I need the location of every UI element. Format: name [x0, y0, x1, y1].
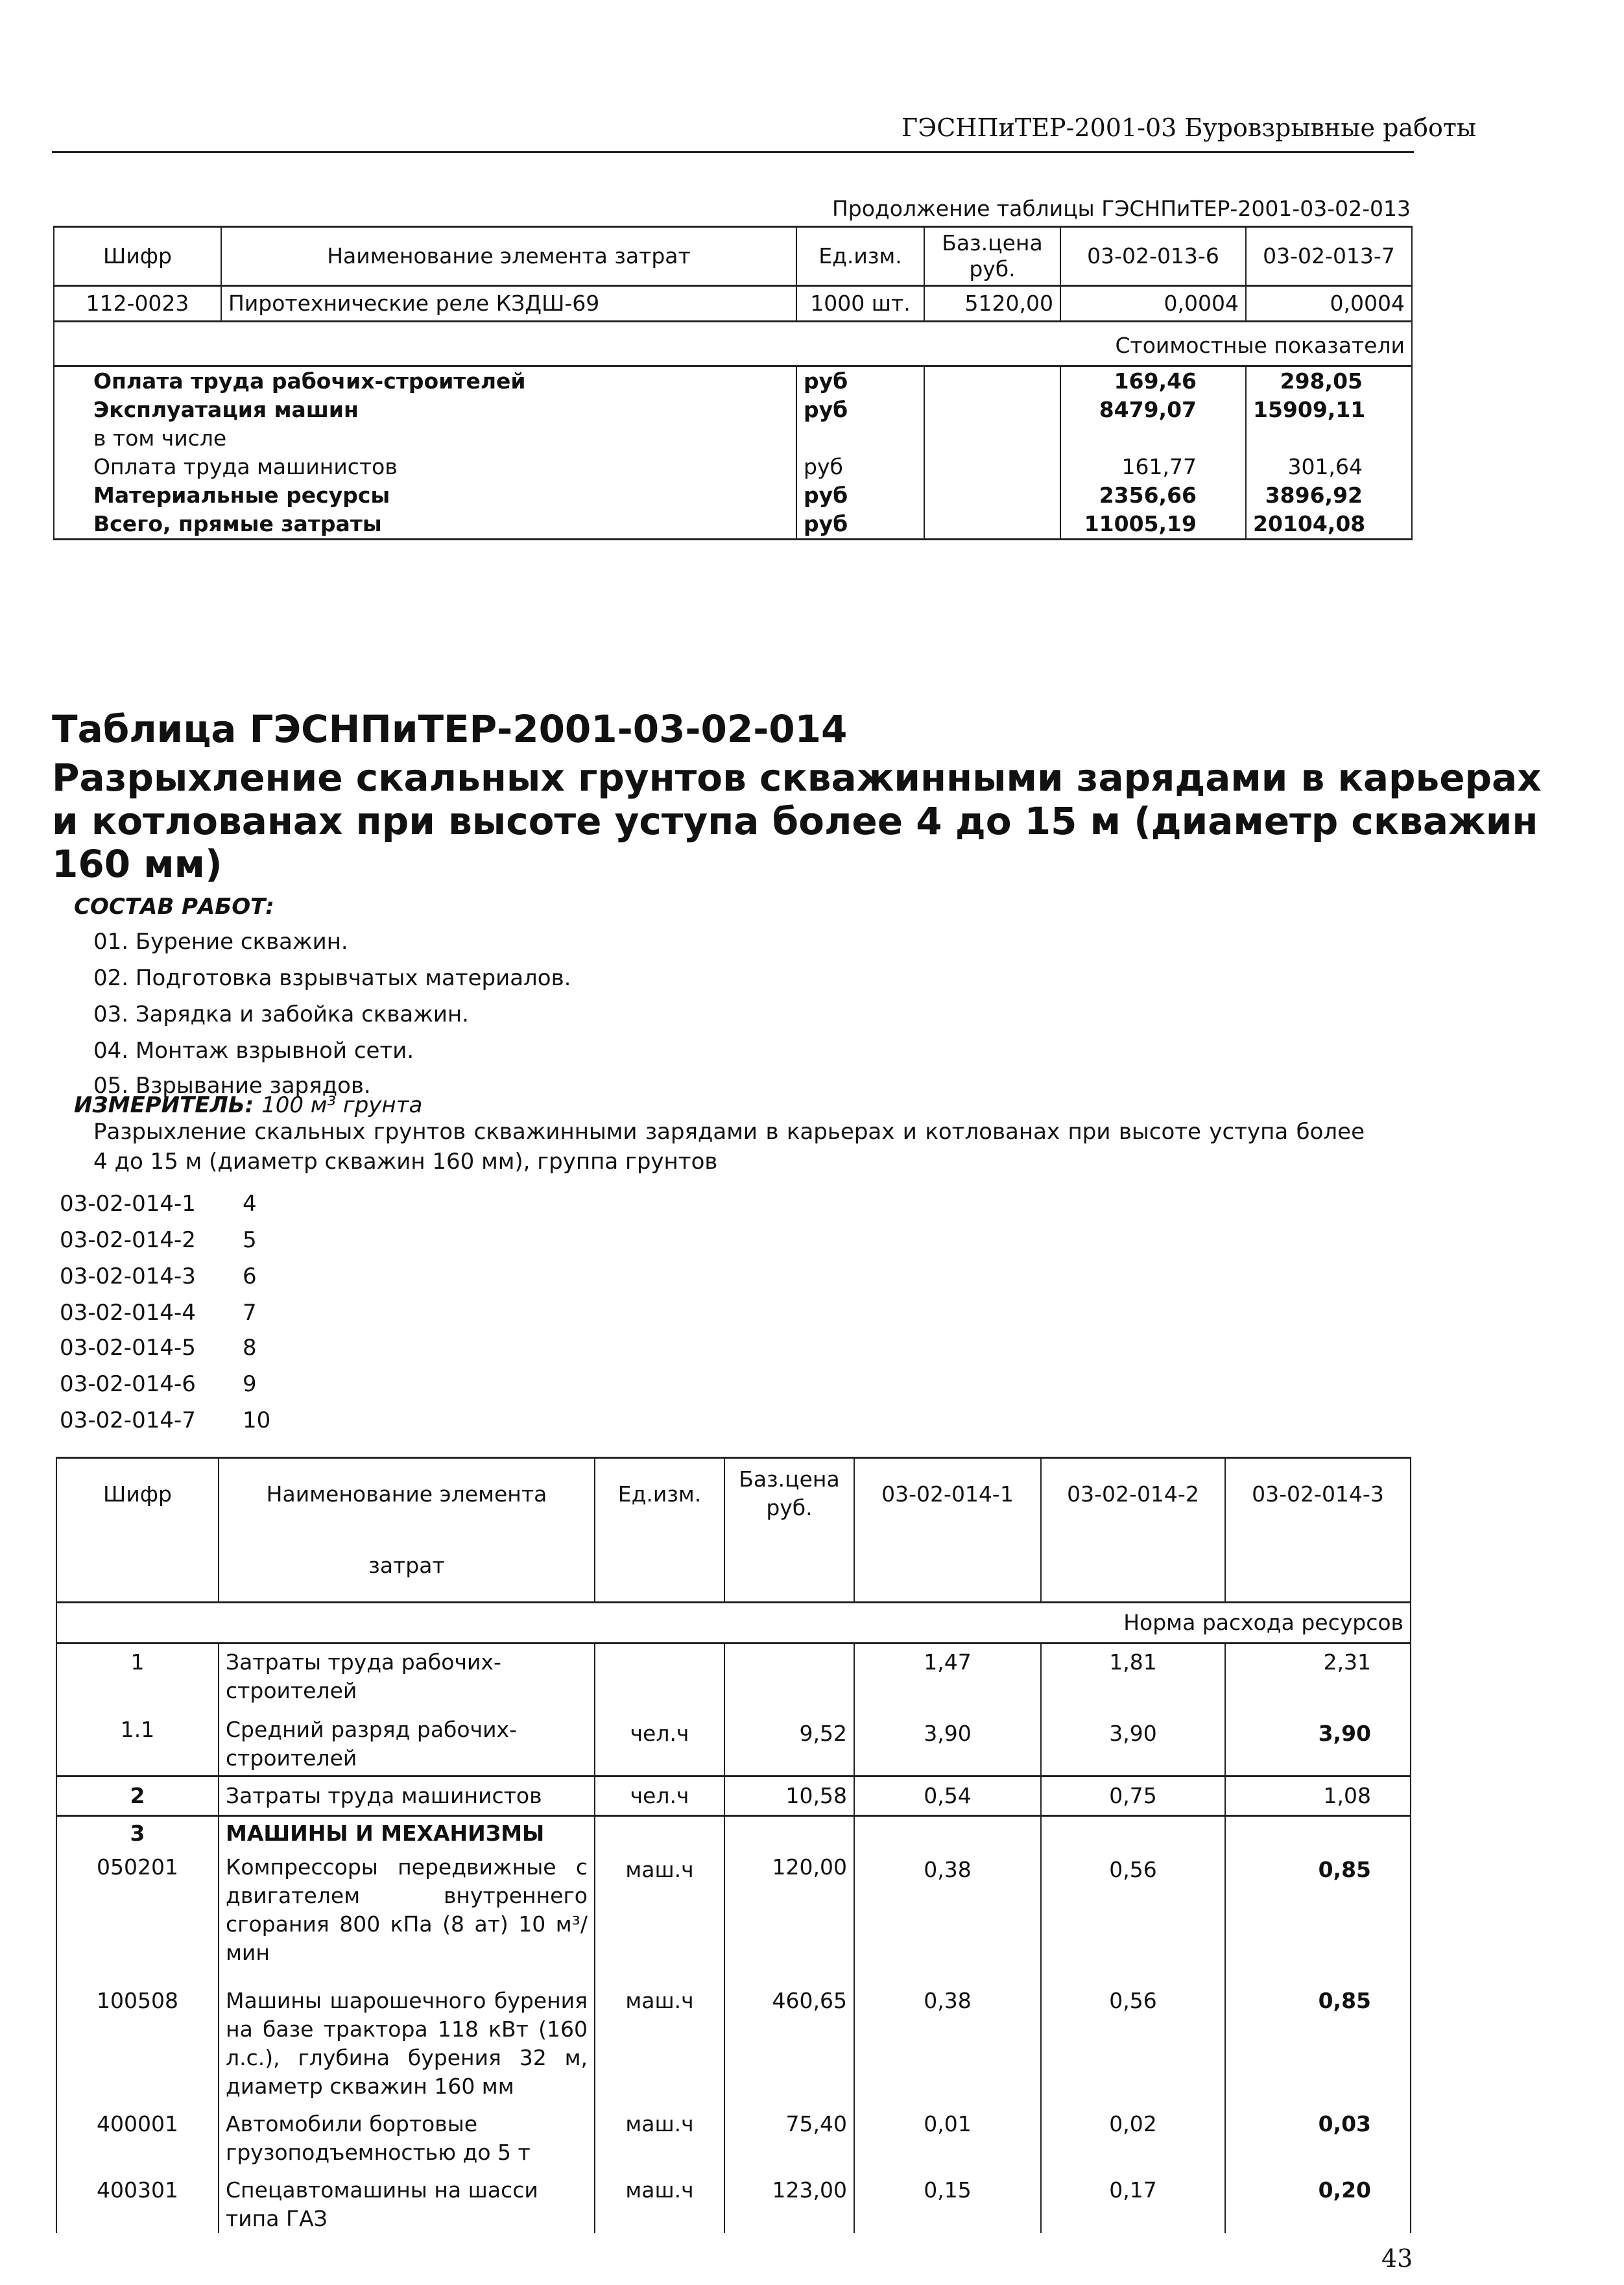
cell-value: 2356,66	[1060, 481, 1246, 510]
variant-group: 10	[243, 1407, 271, 1433]
cell-unit: маш.ч	[595, 2176, 724, 2233]
table-title-line: Разрыхление скальных грунтов скважинными зарядами в карьерах	[52, 756, 1542, 800]
cell-value: 20104,08	[1246, 510, 1412, 540]
cell-name: в том числе	[54, 424, 796, 453]
cell-unit: чел.ч	[595, 1777, 724, 1816]
col-variant-header: 03-02-014-1	[854, 1458, 1041, 1603]
cell-price: 75,40	[724, 2110, 854, 2176]
variant-item	[60, 1300, 257, 1326]
cell-name: Средний разряд рабочих-строителей	[219, 1716, 595, 1777]
cell-price: 5120,00	[924, 286, 1060, 322]
col-code-header: Шифр	[54, 227, 221, 286]
cell-value: 3,90	[1041, 1716, 1225, 1777]
variant-item	[60, 1227, 257, 1253]
variant-group: 5	[243, 1227, 257, 1253]
cell-value: 0,20	[1225, 2176, 1411, 2233]
cell-value: 0,75	[1041, 1777, 1225, 1816]
cell-value: 298,05	[1246, 366, 1412, 396]
section-row	[54, 322, 1412, 366]
cell-name: Пиротехнические реле КЗДШ-69	[221, 286, 796, 322]
cell-unit: маш.ч	[595, 2110, 724, 2176]
meter-line	[74, 1092, 422, 1118]
table-row	[54, 481, 1412, 510]
work-item: 03. Зарядка и забойка скважин.	[93, 1001, 469, 1027]
cell-value: 0,56	[1041, 1853, 1225, 1987]
cell-value: 161,77	[1060, 453, 1246, 481]
cell-code: 1.1	[56, 1716, 219, 1777]
variant-code: 03-02-014-7	[60, 1407, 196, 1433]
cell-unit: 1000 шт.	[796, 286, 924, 322]
cell-value: 2,31	[1225, 1644, 1411, 1716]
table-row	[54, 424, 1412, 453]
col-unit-header: Ед.изм.	[595, 1458, 724, 1603]
variant-item	[60, 1371, 257, 1397]
cell-value: 0,17	[1041, 2176, 1225, 2233]
variant-group: 4	[243, 1191, 257, 1217]
cell-value: 1,47	[854, 1644, 1041, 1716]
cell-value: 0,38	[854, 1987, 1041, 2110]
cell-value: 0,38	[854, 1853, 1041, 1987]
cell-value: 0,56	[1041, 1987, 1225, 2110]
table-number-title: Таблица ГЭСНПиТЕР-2001-03-02-014	[52, 707, 848, 751]
header-rule	[52, 151, 1414, 153]
table-title-line: и котлованах при высоте уступа более 4 до 15 м (диаметр скважин	[52, 799, 1538, 843]
table-continuation-caption: Продолжение таблицы ГЭСНПиТЕР-2001-03-02-013	[831, 196, 1411, 221]
work-item: 01. Бурение скважин.	[93, 929, 348, 955]
col-price-header: Баз.цена руб.	[924, 227, 1060, 286]
table-header-row	[54, 227, 1412, 286]
cell-price: 120,00	[724, 1853, 854, 1987]
cell-unit: руб	[796, 366, 924, 396]
cell-value: 169,46	[1060, 366, 1246, 396]
cell-code: 112-0023	[54, 286, 221, 322]
col-code-header: Шифр	[56, 1458, 219, 1603]
cell-value: 1,08	[1225, 1777, 1411, 1816]
variant-item	[60, 1335, 257, 1361]
table-row	[54, 366, 1412, 396]
cell-value	[1246, 424, 1412, 453]
variant-group: 9	[243, 1371, 257, 1397]
variant-code: 03-02-014-2	[60, 1227, 196, 1253]
cell-unit: руб	[796, 453, 924, 481]
table-row	[56, 1853, 1411, 1987]
col-name-header: Наименование элемента затрат	[221, 227, 796, 286]
table-title-line: 160 мм)	[52, 842, 222, 886]
cell-name: Материальные ресурсы	[54, 481, 796, 510]
cell-name: Эксплуатация машин	[54, 396, 796, 424]
cell-unit	[796, 424, 924, 453]
cell-value: 0,0004	[1246, 286, 1412, 322]
works-label: СОСТАВ РАБОТ:	[74, 894, 274, 920]
description-paragraph: Разрыхление скальных грунтов скважинными зарядами в карьерах и котлованах при высоте уступа более 4 до 15 м (диаметр скважин 160 мм), группа грунтов	[93, 1119, 1365, 1175]
cell-name: Машины шарошечного бурения на базе трактора 118 кВт (160 л.с.), глубина бурения 32 м, диаметр скважин 160 мм	[219, 1987, 595, 2110]
cell-name: Оплата труда рабочих-строителей	[54, 366, 796, 396]
cell-code: 400001	[56, 2110, 219, 2176]
cost-table-013	[53, 226, 1413, 540]
variant-item	[60, 1191, 257, 1217]
cell-code: 100508	[56, 1987, 219, 2110]
col-variant-header: 03-02-014-2	[1041, 1458, 1225, 1603]
cell-unit: маш.ч	[595, 1853, 724, 1987]
cell-value: 15909,11	[1246, 396, 1412, 424]
variant-code: 03-02-014-4	[60, 1300, 196, 1326]
work-item: 04. Монтаж взрывной сети.	[93, 1038, 414, 1064]
cell-unit: руб	[796, 396, 924, 424]
cell-price: 9,52	[724, 1716, 854, 1777]
resource-table-014	[56, 1457, 1411, 2233]
variant-code: 03-02-014-5	[60, 1335, 196, 1361]
table-row	[56, 1777, 1411, 1816]
cell-name: Спецавтомашины на шасси типа ГАЗ	[219, 2176, 595, 2233]
cell-name: Автомобили бортовые грузоподъемностью до 5 т	[219, 2110, 595, 2176]
table-row	[56, 2176, 1411, 2233]
col-variant-header: 03-02-013-6	[1060, 227, 1246, 286]
section-label: Стоимостные показатели	[54, 322, 1412, 366]
running-header: ГЭСНПиТЕР-2001-03 Буровзрывные работы	[902, 114, 1477, 142]
col-variant-header: 03-02-014-3	[1225, 1458, 1411, 1603]
table-row	[54, 286, 1412, 322]
table-row	[56, 1816, 1411, 1854]
cell-value: 0,15	[854, 2176, 1041, 2233]
cell-value: 3896,92	[1246, 481, 1412, 510]
cell-value: 0,85	[1225, 1853, 1411, 1987]
cell-price: 10,58	[724, 1777, 854, 1816]
table-row	[54, 510, 1412, 540]
cell-value: 8479,07	[1060, 396, 1246, 424]
cell-code: 050201	[56, 1853, 219, 1987]
cell-unit: руб	[796, 481, 924, 510]
cell-price: 460,65	[724, 1987, 854, 2110]
cell-value: 0,01	[854, 2110, 1041, 2176]
table-row	[56, 1644, 1411, 1716]
cell-code: 3	[56, 1816, 219, 1854]
cell-value: 0,02	[1041, 2110, 1225, 2176]
variant-code: 03-02-014-3	[60, 1263, 196, 1289]
table-row	[56, 2110, 1411, 2176]
cell-price	[724, 1644, 854, 1716]
col-variant-header: 03-02-013-7	[1246, 227, 1412, 286]
cell-name: Всего, прямые затраты	[54, 510, 796, 540]
col-name-header: Наименование элемента затрат	[219, 1458, 595, 1603]
table-row	[54, 453, 1412, 481]
table-row	[56, 1987, 1411, 2110]
cell-value: 0,85	[1225, 1987, 1411, 2110]
cell-value	[1060, 424, 1246, 453]
variant-code: 03-02-014-6	[60, 1371, 196, 1397]
cell-code: 2	[56, 1777, 219, 1816]
cell-value: 0,54	[854, 1777, 1041, 1816]
variant-item	[60, 1263, 257, 1289]
variant-group: 7	[243, 1300, 257, 1326]
table-row	[56, 1716, 1411, 1777]
section-row	[56, 1603, 1411, 1644]
cell-name: Затраты труда рабочих-строителей	[219, 1644, 595, 1716]
cell-code: 400301	[56, 2176, 219, 2233]
meter-label: ИЗМЕРИТЕЛЬ:	[74, 1092, 254, 1118]
cell-code: 1	[56, 1644, 219, 1716]
cell-value: 0,03	[1225, 2110, 1411, 2176]
cell-price: 123,00	[724, 2176, 854, 2233]
variant-group: 6	[243, 1263, 257, 1289]
cell-value: 1,81	[1041, 1644, 1225, 1716]
section-label: Норма расхода ресурсов	[56, 1603, 1411, 1644]
cell-name: Компрессоры передвижные с двигателем внутреннего сгорания 800 кПа (8 ат) 10 м³/мин	[219, 1853, 595, 1987]
table-header-row	[56, 1458, 1411, 1603]
variant-code: 03-02-014-1	[60, 1191, 196, 1217]
variant-group: 8	[243, 1335, 257, 1361]
cell-value: 301,64	[1246, 453, 1412, 481]
cell-value: 3,90	[1225, 1716, 1411, 1777]
cell-value: 0,0004	[1060, 286, 1246, 322]
work-item: 02. Подготовка взрывчатых материалов.	[93, 965, 571, 991]
variant-item	[60, 1407, 271, 1433]
work-item: 05. Взрывание зарядов.	[93, 1073, 371, 1099]
cell-name: МАШИНЫ И МЕХАНИЗМЫ	[219, 1816, 595, 1854]
cell-unit: чел.ч	[595, 1716, 724, 1777]
cell-unit: маш.ч	[595, 1987, 724, 2110]
cell-unit: руб	[796, 510, 924, 540]
col-price-header: Баз.цена руб.	[724, 1458, 854, 1603]
page-number: 43	[1381, 2244, 1413, 2273]
table-row	[54, 396, 1412, 424]
cell-name: Оплата труда машинистов	[54, 453, 796, 481]
cell-value: 3,90	[854, 1716, 1041, 1777]
meter-value: 100 м³ грунта	[261, 1092, 423, 1118]
cell-unit	[595, 1644, 724, 1716]
cell-value: 11005,19	[1060, 510, 1246, 540]
col-unit-header: Ед.изм.	[796, 227, 924, 286]
cell-name: Затраты труда машинистов	[219, 1777, 595, 1816]
